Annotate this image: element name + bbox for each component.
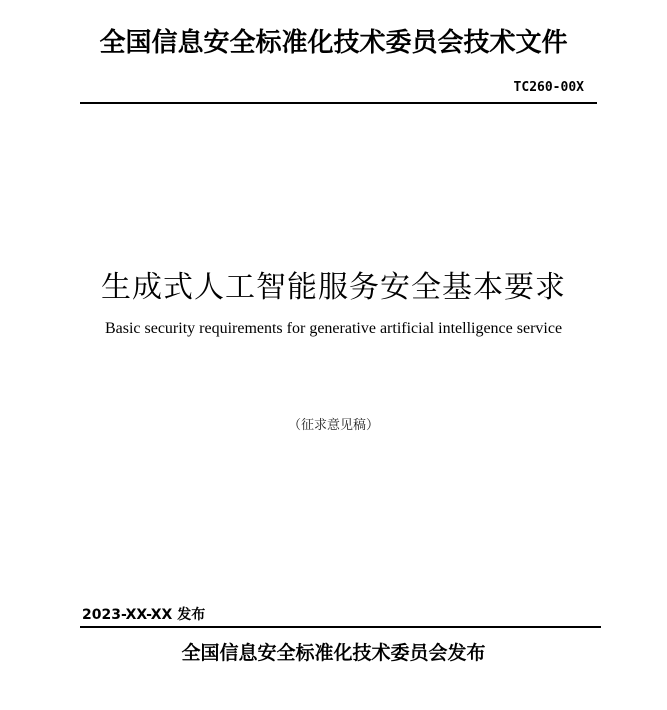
draft-status-label: （征求意见稿） bbox=[287, 418, 379, 433]
document-title-chinese: 生成式人工智能服务安全基本要求 bbox=[101, 270, 566, 305]
bottom-divider bbox=[80, 626, 601, 628]
document-title-english: Basic security requirements for generative artificial intelligence service bbox=[104, 320, 563, 337]
issue-date: 2023-XX-XX 发布 bbox=[82, 607, 206, 623]
document-code: TC260-00X bbox=[513, 80, 584, 95]
committee-document-title: 全国信息安全标准化技术委员会技术文件 bbox=[99, 28, 568, 58]
top-divider bbox=[80, 102, 597, 104]
issuing-organization: 全国信息安全标准化技术委员会发布 bbox=[181, 642, 486, 664]
